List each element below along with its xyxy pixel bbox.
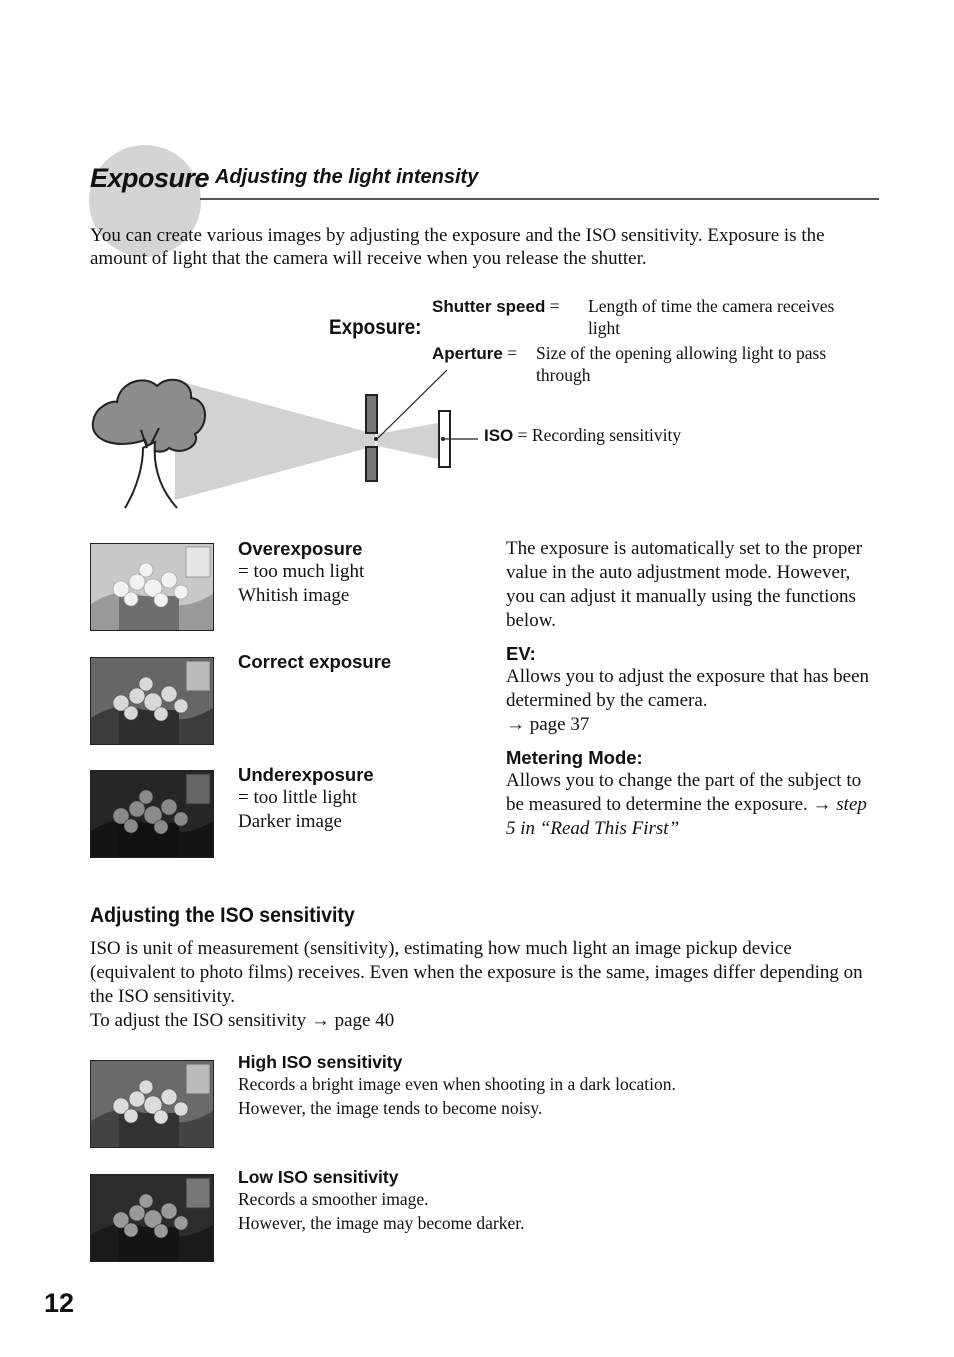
low-iso-photo [90, 1174, 214, 1262]
aperture-definition: Aperture = [432, 343, 518, 363]
aperture-text: Size of the opening allowing light to pass through [536, 343, 827, 385]
iso-section-text: ISO is unit of measurement (sensitivity), estimating how much light an image pickup device (equivalent to photo films) receives. Even when the exposure is the same, images differ depending on the ISO sensitivity. To adjust the ISO sensitivity → page 40 [90, 938, 863, 1031]
shutter-bottom [366, 447, 377, 481]
iso-definition: ISO = Recording sensitivity [484, 425, 682, 445]
diagram-exposure-label: Exposure: [329, 316, 422, 339]
ev-ref: → page 37 [506, 714, 590, 735]
ev-title: EV: [506, 643, 536, 664]
intro-paragraph: You can create various images by adjusting the exposure and the ISO sensitivity. Exposure is the amount of light that the camera will receive when you release the shutter. [90, 225, 825, 269]
exposure-diagram [85, 370, 485, 515]
correct-exposure-photo [90, 657, 214, 745]
high-iso-caption: High ISO sensitivity Records a bright image even when shooting in a dark location. However, the image tends to become noisy. [238, 1052, 676, 1118]
correct-exposure-caption: Correct exposure [238, 651, 392, 672]
shutter-speed-text: Length of time the camera receives light [588, 296, 835, 338]
ev-block [506, 643, 876, 737]
section-subtitle: Adjusting the light intensity [215, 166, 479, 188]
overexposure-caption: Overexposure = too much light Whitish image [238, 538, 365, 606]
high-iso-photo [90, 1060, 214, 1148]
underexposure-caption: Underexposure = too little light Darker image [238, 764, 374, 832]
auto-exposure-text: The exposure is automatically set to the proper value in the auto adjustment mode. However, you can adjust it manually using the functions below. [506, 538, 863, 631]
aperture-label: Aperture [432, 344, 503, 363]
metering-block [506, 747, 876, 841]
shutter-speed-label: Shutter speed [432, 297, 546, 316]
section-title: Exposure [90, 163, 210, 193]
iso-label: ISO [484, 426, 514, 445]
light-cone-right [377, 422, 443, 460]
overexposure-photo [90, 543, 214, 631]
arrow-icon: → [506, 714, 525, 735]
low-iso-caption: Low ISO sensitivity Records a smoother image. However, the image may become darker. [238, 1167, 525, 1233]
shutter-speed-definition: Shutter speed = [432, 296, 560, 316]
light-cone [175, 380, 375, 500]
ev-text: Allows you to adjust the exposure that has been determined by the camera. [506, 666, 870, 711]
underexposure-photo [90, 770, 214, 858]
shutter-top [366, 395, 377, 433]
iso-section-title: Adjusting the ISO sensitivity [90, 904, 355, 927]
arrow-icon: → [310, 1010, 330, 1031]
metering-title: Metering Mode: [506, 747, 643, 768]
page-number: 12 [44, 1288, 75, 1318]
header-rule [200, 198, 879, 200]
metering-text: Allows you to change the part of the subject to be measured to determine the exposure. → step 5 in “Read This First” [506, 770, 867, 839]
arrow-icon: → [812, 794, 832, 815]
